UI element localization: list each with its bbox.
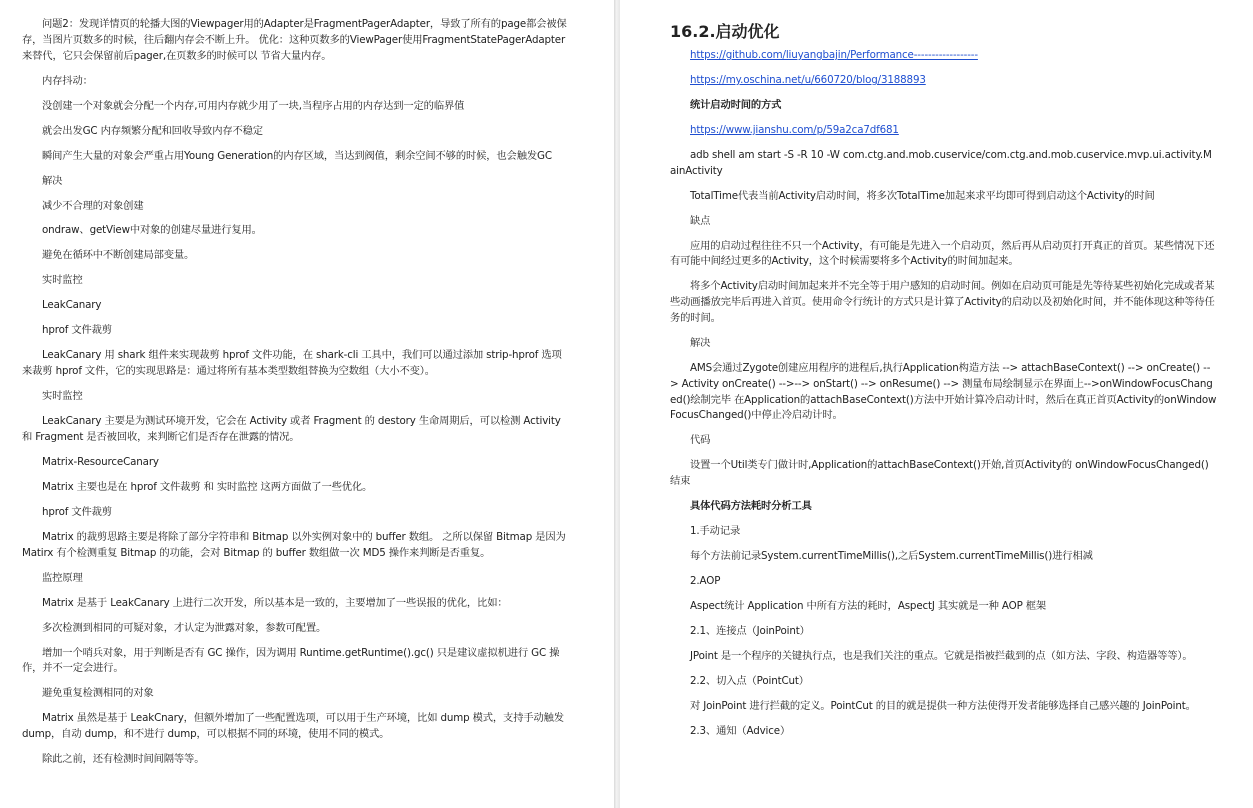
right-page-content — [670, 48, 1217, 740]
right-link-0[interactable]: https://github.com/liuyangbajin/Performance------------------ — [690, 49, 978, 61]
right-paragraph-11: 代码 — [690, 434, 711, 447]
right-paragraph-16: 2.AOP — [690, 575, 721, 588]
left-paragraph-18: Matrix 的裁剪思路主要是将除了部分字符串和 Bitmap 以外实例对象中的 buffer 数组。 之所以保留 Bitmap 是因为 Matirx 有个检测重复 Bitmap 的功能，会对 Bitmap 的 buffer 数组做一次 MD5 操作来判断是否重复。 — [22, 530, 566, 559]
left-paragraph-21: 多次检测到相同的可疑对象，才认定为泄露对象，参数可配置。 — [42, 621, 327, 634]
left-paragraph-2: 没创建一个对象就会分配一个内存,可用内存就少用了一块,当程序占用的内存达到一定的临界值 — [42, 99, 465, 112]
right-paragraph-8: 将多个Activity启动时间加起来并不完全等于用户感知的启动时间。例如在启动页可能是先等待某些初始化完成或者某些动画播放完毕后再进入首页。使用命令行统计的方式只是计算了Activity的启动以及初始化时间，并不能体现这种等待任务的时间。 — [670, 280, 1215, 325]
right-paragraph-10: AMS会通过Zygote创建应用程序的进程后,执行Application构造方法 --> attachBaseContext() --> onCreate() --> Activity onCreate() -->--> onStart() --> onResume() --> 测量布局绘制显示在界面上-->onWindowFocusChanged()绘制完毕 在Application的attachBaseContext()方法中开始计算冷启动计时，然后在真正首页Activity的onWindowFocusChanged()中停止冷启动计时。 — [670, 362, 1217, 422]
right-paragraph-5: TotalTime代表当前Activity启动时间，将多次TotalTime加起来求平均即可得到启动这个Activity的时间 — [690, 189, 1155, 202]
right-paragraph-2: 统计启动时间的方式 — [690, 98, 782, 111]
right-link-3[interactable]: https://www.jianshu.com/p/59a2ca7df681 — [690, 123, 899, 136]
left-paragraph-12: LeakCanary 用 shark 组件来实现裁剪 hprof 文件功能，在 shark-cli 工具中，我们可以通过添加 strip-hprof 选项来裁剪 hprof 文件，它的实现思路是：通过将所有基本类型数组替换为空数组（大小不变）。 — [22, 349, 562, 378]
left-paragraph-7: ondraw、getView中对象的创建尽量进行复用。 — [42, 224, 262, 237]
left-paragraph-19: 监控原理 — [42, 571, 83, 584]
right-paragraph-12: 设置一个Util类专门做计时,Application的attachBaseContext()开始,首页Activity的 onWindowFocusChanged()结束 — [670, 459, 1209, 488]
section-heading: 16.2.启动优化 — [670, 22, 780, 41]
left-paragraph-5: 解决 — [42, 174, 63, 187]
right-paragraph-9: 解决 — [690, 337, 711, 350]
right-paragraph-21: 对 JoinPoint 进行拦截的定义。PointCut 的目的就是提供一种方法使得开发者能够选择自己感兴趣的 JoinPoint。 — [690, 700, 1196, 713]
left-paragraph-8: 避免在循环中不断创建局部变量。 — [42, 249, 195, 262]
left-paragraph-20: Matrix 是基于 LeakCanary 上进行二次开发，所以基本是一致的，主要增加了一些误报的优化，比如： — [42, 596, 508, 609]
left-paragraph-1: 内存抖动： — [42, 74, 93, 87]
right-paragraph-15: 每个方法前记录System.currentTimeMillis(),之后System.currentTimeMillis()进行相减 — [690, 550, 1093, 563]
right-paragraph-17: Aspect统计 Application 中所有方法的耗时，AspectJ 其实就是一种 AOP 框架 — [690, 600, 1047, 613]
left-paragraph-15: Matrix-ResourceCanary — [42, 455, 159, 468]
left-paragraph-10: LeakCanary — [42, 299, 102, 312]
left-paragraph-24: Matrix 虽然是基于 LeakCnary，但额外增加了一些配置选项，可以用于生产环境，比如 dump 模式，支持手动触发 dump，自动 dump，和不进行 dump，可以根据不同的环境，使用不同的模式。 — [22, 712, 564, 741]
left-paragraph-14: LeakCanary 主要是为测试环境开发，它会在 Activity 或者 Fragment 的 destory 生命周期后，可以检测 Activity 和 Fragment 是否被回收，来判断它们是否存在泄露的情况。 — [22, 415, 561, 443]
right-paragraph-7: 应用的启动过程往往不只一个Activity，有可能是先进入一个启动页，然后再从启动页打开真正的首页。某些情况下还有可能中间经过更多的Activity，这个时候需要将多个Activity的时间加起来。 — [670, 239, 1215, 268]
left-paragraph-11: hprof 文件裁剪 — [42, 324, 112, 337]
left-page — [0, 0, 614, 808]
left-paragraph-3: 就会出发GC 内存频繁分配和回收导致内存不稳定 — [42, 124, 263, 137]
left-page-content — [22, 17, 568, 768]
left-paragraph-13: 实时监控 — [42, 390, 83, 403]
left-paragraph-17: hprof 文件裁剪 — [42, 505, 112, 518]
right-paragraph-20: 2.2、切入点（PointCut） — [690, 675, 809, 688]
right-paragraph-4: adb shell am start -S -R 10 -W com.ctg.and.mob.cuservice/com.ctg.and.mob.cuservice.mvp.ui.activity.MainActivity — [670, 148, 1212, 177]
right-paragraph-18: 2.1、连接点（JoinPoint） — [690, 625, 810, 638]
left-paragraph-16: Matrix 主要也是在 hprof 文件裁剪 和 实时监控 这两方面做了一些优化。 — [42, 480, 373, 493]
left-paragraph-25: 除此之前，还有检测时间间隔等等。 — [42, 753, 205, 766]
right-paragraph-14: 1.手动记录 — [690, 525, 741, 538]
left-paragraph-9: 实时监控 — [42, 274, 83, 287]
right-link-1[interactable]: https://my.oschina.net/u/660720/blog/3188893 — [690, 73, 926, 86]
left-paragraph-4: 瞬间产生大量的对象会严重占用Young Generation的内存区域，当达到阀值，剩余空间不够的时候，也会触发GC — [42, 149, 552, 162]
left-paragraph-6: 减少不合理的对象创建 — [42, 199, 144, 212]
right-paragraph-19: JPoint 是一个程序的关键执行点，也是我们关注的重点。它就是指被拦截到的点（如方法、字段、构造器等等）。 — [690, 650, 1193, 663]
right-paragraph-6: 缺点 — [690, 214, 711, 227]
right-paragraph-13: 具体代码方法耗时分析工具 — [690, 500, 812, 513]
left-paragraph-0: 问题2：发现详情页的轮播大图的Viewpager用的Adapter是FragmentPagerAdapter，导致了所有的page都会被保存，当图片页数多的时候，往后翻内存会不断上升。 优化：这种页数多的ViewPager使用FragmentStatePagerAdapter来替代，它只会保留前后pager,在页数多的时候可以 节省大量内存。 — [22, 18, 567, 62]
right-page — [620, 0, 1253, 808]
left-paragraph-23: 避免重复检测相同的对象 — [42, 687, 154, 700]
left-paragraph-22: 增加一个哨兵对象，用于判断是否有 GC 操作，因为调用 Runtime.getRuntime().gc() 只是建议虚拟机进行 GC 操作，并不一定会进行。 — [22, 646, 560, 675]
right-paragraph-22: 2.3、通知（Advice） — [690, 725, 791, 738]
